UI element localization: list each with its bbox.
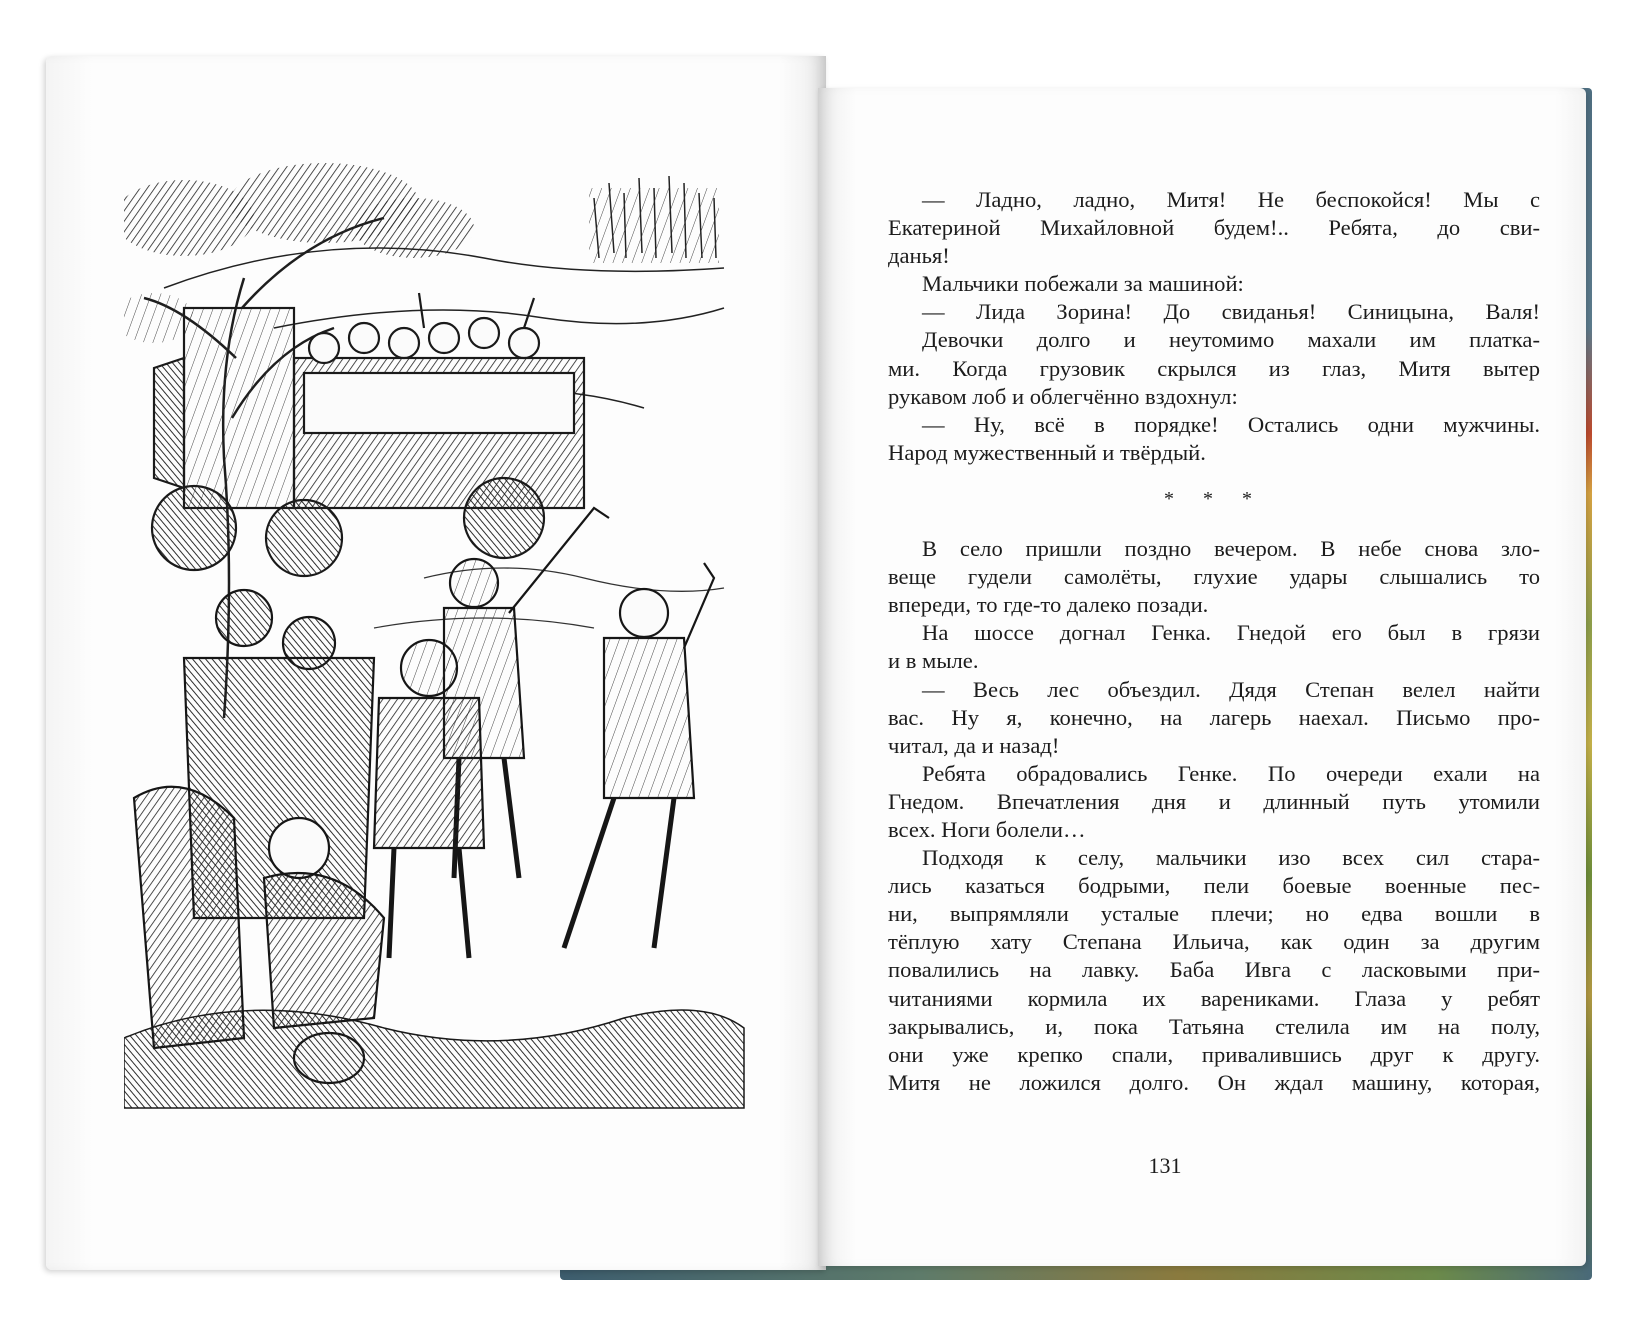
text-line: Девочки долго и неутомимо махали им платка- xyxy=(922,327,1540,353)
text-line: тёплую хату Степана Ильича, как один за другим xyxy=(888,929,1540,955)
text-line: — Лида Зорина! До свиданья! Синицына, Валя! xyxy=(922,299,1540,325)
text-line: читал, да и назад! xyxy=(888,732,1060,758)
text-line: В село пришли поздно вечером. В небе снова зло- xyxy=(922,536,1540,562)
page-text xyxy=(888,186,1540,1097)
truck xyxy=(152,293,584,576)
text-line: ни, выпрямляли усталые плечи; но едва вошли в xyxy=(888,901,1540,927)
text-line: Народ мужественный и твёрдый. xyxy=(888,439,1206,465)
boys-group xyxy=(134,508,714,1083)
text-line: закрывались, и, пока Татьяна стелила им на полу, xyxy=(888,1013,1540,1039)
text-line: рукавом лоб и облегчённо вздохнул: xyxy=(888,383,1238,409)
text-line: они уже крепко спали, привалившись друг к другу. xyxy=(888,1041,1540,1067)
text-line: вас. Ну я, конечно, на лагерь наехал. Письмо про- xyxy=(888,704,1540,730)
text-line: веще гудели самолёты, глухие удары слышались то xyxy=(888,564,1540,590)
text-line: Гнедом. Впечатления дня и длинный путь утомили xyxy=(888,788,1540,814)
text-line: всех. Ноги болели… xyxy=(888,816,1086,842)
text-line: ми. Когда грузовик скрылся из глаз, Митя вытер xyxy=(888,355,1540,381)
text-line: и в мыле. xyxy=(888,648,979,674)
scene-break: * * * xyxy=(1164,487,1264,510)
text-line: Ребята обрадовались Генке. По очереди ехали на xyxy=(922,760,1540,786)
text-line: — Ну, всё в порядке! Остались одни мужчины. xyxy=(922,411,1540,437)
text-line: — Ладно, ладно, Митя! Не беспокойся! Мы с xyxy=(922,187,1540,212)
text-line: читаниями кормила их варениками. Глаза у ребят xyxy=(888,985,1540,1011)
page-number: 131 xyxy=(1148,1153,1182,1178)
text-line: впереди, то где-то далеко позади. xyxy=(888,592,1209,618)
ground xyxy=(124,1010,744,1108)
pen-ink-illustration xyxy=(124,158,764,1128)
road xyxy=(374,568,724,628)
text-line: повалились на лавку. Баба Ивга с ласковыми при- xyxy=(888,957,1540,983)
text-line: Подходя к селу, мальчики изо всех сил стара- xyxy=(922,845,1540,871)
text-line: — Весь лес объездил. Дядя Степан велел найти xyxy=(922,676,1540,702)
text-line: лись казаться бодрыми, пели боевые военные пес- xyxy=(888,873,1540,899)
text-line: Мальчики побежали за машиной: xyxy=(922,271,1244,297)
text-line: На шоссе догнал Генка. Гнедой его был в грязи xyxy=(922,620,1540,646)
text-line: Митя не ложился долго. Он ждал машину, которая, xyxy=(888,1069,1540,1095)
text-line: Екатериной Михайловной будем!.. Ребята, до сви- xyxy=(888,215,1540,241)
text-line: данья! xyxy=(888,243,950,269)
